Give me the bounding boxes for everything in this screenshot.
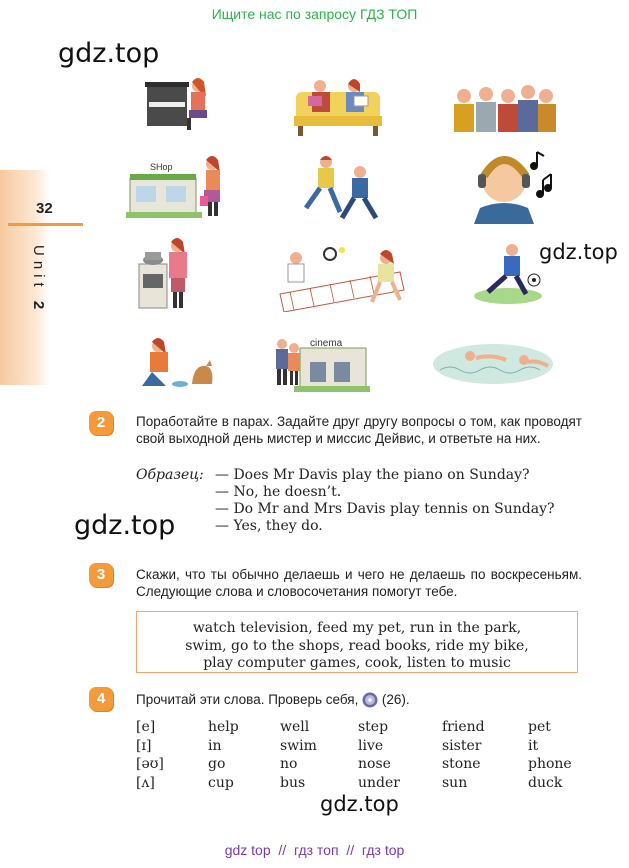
word: phone	[528, 756, 572, 772]
piano-player-illustration	[143, 72, 213, 134]
unit-number: 2	[30, 300, 47, 310]
page-rule	[8, 223, 83, 226]
word: in	[208, 737, 222, 754]
word: go	[208, 756, 226, 772]
shop-sign: SHop	[150, 162, 173, 172]
word: under	[358, 774, 400, 791]
phonetics-row	[136, 756, 588, 775]
word-line: swim, go to the shops, read books, ride my bike,	[185, 637, 529, 654]
reading-couple-illustration	[288, 72, 388, 138]
phonetics-table	[136, 719, 588, 793]
sample-line: — Yes, they do.	[215, 518, 323, 534]
exercise-2-sample	[136, 467, 586, 535]
choir-illustration	[448, 80, 558, 134]
word-line: play computer games, cook, listen to music	[203, 655, 511, 671]
top-banner[interactable]: Ищите нас по запросу ГДЗ ТОП	[211, 6, 418, 22]
exercise-4-text: Прочитай эти слова. Проверь себя,	[136, 692, 359, 707]
phonetic-symbol: [e]	[136, 719, 156, 735]
exercise-4-instruction	[136, 691, 582, 708]
exercise-number-badge: 2	[89, 411, 113, 435]
cinema-sign: cinema	[310, 338, 343, 349]
word-box	[136, 611, 578, 673]
football-illustration	[472, 240, 548, 306]
phonetics-row	[136, 775, 588, 794]
phonetic-symbol: [ɪ]	[136, 737, 152, 754]
exercise-number-badge: 3	[89, 563, 113, 587]
word: sister	[442, 737, 482, 754]
word: help	[208, 719, 239, 735]
watermark: gdz.top	[539, 240, 618, 264]
watermark: gdz.top	[320, 792, 399, 816]
phonetic-symbol: [ʌ]	[136, 774, 155, 791]
word: step	[358, 719, 389, 735]
word: bus	[280, 774, 306, 791]
tennis-illustration	[270, 244, 412, 312]
audio-track-number: (26).	[381, 692, 410, 707]
phonetics-row	[136, 719, 588, 738]
phonetic-symbol: [əʊ]	[136, 756, 164, 772]
word: it	[528, 737, 539, 754]
word: live	[358, 737, 384, 754]
word-line: watch television, feed my pet, run in the park,	[192, 620, 522, 636]
running-couple-illustration	[296, 152, 391, 224]
unit-word: Unit	[30, 245, 47, 292]
page-number: 32	[36, 200, 53, 217]
word: cup	[208, 774, 234, 791]
sample-label: Образец:	[136, 467, 204, 483]
word: no	[280, 756, 298, 772]
cooking-illustration	[137, 234, 193, 312]
exercise-2-instruction: Поработайте в парах. Задайте друг другу вопросы о том, как проводят свой выходной день мистер и миссис Дейвис, и ответьте на них.	[136, 414, 582, 446]
bottom-banner[interactable]: gdz top // гдз топ // гдз top	[224, 842, 405, 858]
word: nose	[358, 756, 391, 772]
swimming-illustration	[432, 340, 554, 386]
shop-illustration	[126, 152, 226, 222]
watermark: gdz.top	[74, 510, 176, 541]
watermark: gdz.top	[58, 38, 160, 69]
exercise-3-instruction: Скажи, что ты обычно делаешь и чего не делаешь по воскресеньям. Следующие слова и словосочетания помогут тебе.	[136, 567, 582, 599]
sample-line: — No, he doesn’t.	[215, 484, 342, 500]
word: swim	[280, 737, 317, 754]
word: well	[280, 719, 310, 735]
sample-line: — Does Mr Davis play the piano on Sunday?	[215, 467, 530, 483]
word: stone	[442, 756, 481, 772]
cinema-illustration	[270, 334, 370, 392]
unit-label	[30, 245, 47, 309]
cd-icon[interactable]	[362, 692, 378, 708]
exercise-number-badge: 4	[89, 687, 113, 711]
word: sun	[442, 774, 468, 791]
word: duck	[528, 774, 563, 791]
sample-line: — Do Mr and Mrs Davis play tennis on Sunday?	[215, 501, 555, 517]
word: pet	[528, 719, 551, 735]
word: friend	[442, 719, 485, 735]
listening-music-illustration	[474, 148, 554, 224]
feeding-cat-illustration	[136, 336, 216, 392]
phonetics-row	[136, 738, 588, 757]
